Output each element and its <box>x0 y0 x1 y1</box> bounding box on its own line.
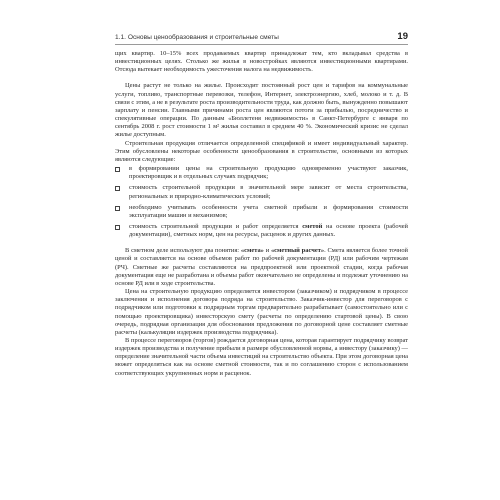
features-list <box>115 165 408 239</box>
term-smetny-raschet: «сметный расчет» <box>270 247 325 255</box>
header-rule <box>115 44 408 45</box>
list-item-text-start: стоимость строительной продукции и работ определяется <box>129 222 303 230</box>
list-item-text: необходимо учитывать особенности учета сметной прибыли и формирования стоимости эксплуатации машин и механизмов; <box>129 203 408 219</box>
page-number: 19 <box>397 31 408 42</box>
list-item <box>115 204 408 220</box>
paragraph-4-conj: и <box>263 247 271 255</box>
list-item-text: стоимость строительной продукции в значительной мере зависит от места строительства, региональных и природно-климатических условий; <box>129 184 408 200</box>
paragraph-1: щих квартир. 10–15% всех продаваемых квартир принадлежат тем, кто вкладывал средства в инвестиционных целях. Столько же жилья в новостройках являются инвестиционными квартирами. Отсюда вытекает необходимость ужесточения налога на недвижимость. <box>115 50 408 74</box>
paragraph-4 <box>115 247 408 288</box>
list-item-text <box>129 223 408 238</box>
hollow-square-icon <box>115 206 120 211</box>
hollow-square-icon <box>115 167 120 172</box>
list-item-text-end: на основе проекта (рабочей документации), сметных норм, цен на ресурсы, расценок и других данных. <box>129 222 409 239</box>
paragraph-4-end: . Смета является более точной ценой и составляется на основе объемов работ по рабочей документации (РД) или рабочим чертежам (РЧ). Сметные же расчеты составляются на предпроектной или проектной стадии, когда рабочая документация еще не разработана и объемы работ окончательно не определены и подлежат уточнению на основе РД или в ходе строительства. <box>115 247 408 287</box>
paragraph-5: Цена на строительную продукцию определяется инвестором (заказчиком) и подрядчиком в процессе заключения и исполнения договора подряда на строительство. Заказчик-инвестор для переговоров с подрядчиком или подготовки к подрядным торгам предварительно разрабатывает (самостоятельно или с помощью проектировщика) инвесторскую смету (расчеты по определению стартовой цены). В свою очередь, подрядная организация для обоснования предложения по договорной цене составляет сметные расчеты (калькуляции издержек производства подрядчика). <box>115 288 408 336</box>
page-body <box>115 50 408 378</box>
hollow-square-icon <box>115 186 120 191</box>
paragraph-6: В процессе переговоров (торгов) рождается договорная цена, которая гарантирует подрядчику возврат издержек производства и получение прибыли в размере обусловленной нормы, а инвестору (заказчику) — определение значительной части объема инвестиций на строительство объекта. При этом договорная цена может определяться как на основе сметной стоимости, так и по соглашению сторон с использованием соответствующих укрупненных норм и расценок. <box>115 337 408 377</box>
paragraph-2: Цены растут не только на жилье. Происходит постоянный рост цен и тарифов на коммунальные услуги, топливо, транспортные перевозки, телефон, Интернет, электроэнергию, хлеб, молоко и т. д. В связи с этим, а не в результате роста производительности труда, как должно быть, вынужденно повышают зарплату и пенсии. Главными причинами роста цен являются потоги за прибылью, посредничество и спекулятивные операции. По данным «Бюллетеня недвижимости» в Санкт-Петербурге с января по сентябрь 2008 г. рост стоимости 1 м² жилья составил в среднем 40 %. Экономический кризис не сделал жилье доступным. <box>115 82 408 139</box>
list-item <box>115 223 408 239</box>
hollow-square-icon <box>115 225 120 230</box>
section-title: 1.1. Основы ценообразования и строительные сметы <box>115 34 279 41</box>
paragraph-3: Строительная продукция отличается определенной спецификой и имеет индивидуальный характер. Этим обусловлены некоторые особенности ценообразования в строительстве, основными из которых являются следующие: <box>115 139 408 163</box>
paragraph-4-start: В сметном деле используют два понятия: <box>125 247 241 255</box>
term-smeta: сметой <box>302 222 323 230</box>
list-item <box>115 184 408 200</box>
term-smeta-quoted: «смета» <box>240 247 264 255</box>
list-item-text: в формировании цены на строительную продукцию одновременно участвуют заказчик, проектировщик и в отдельных случаях подрядчик; <box>129 165 408 181</box>
list-item <box>115 165 408 181</box>
